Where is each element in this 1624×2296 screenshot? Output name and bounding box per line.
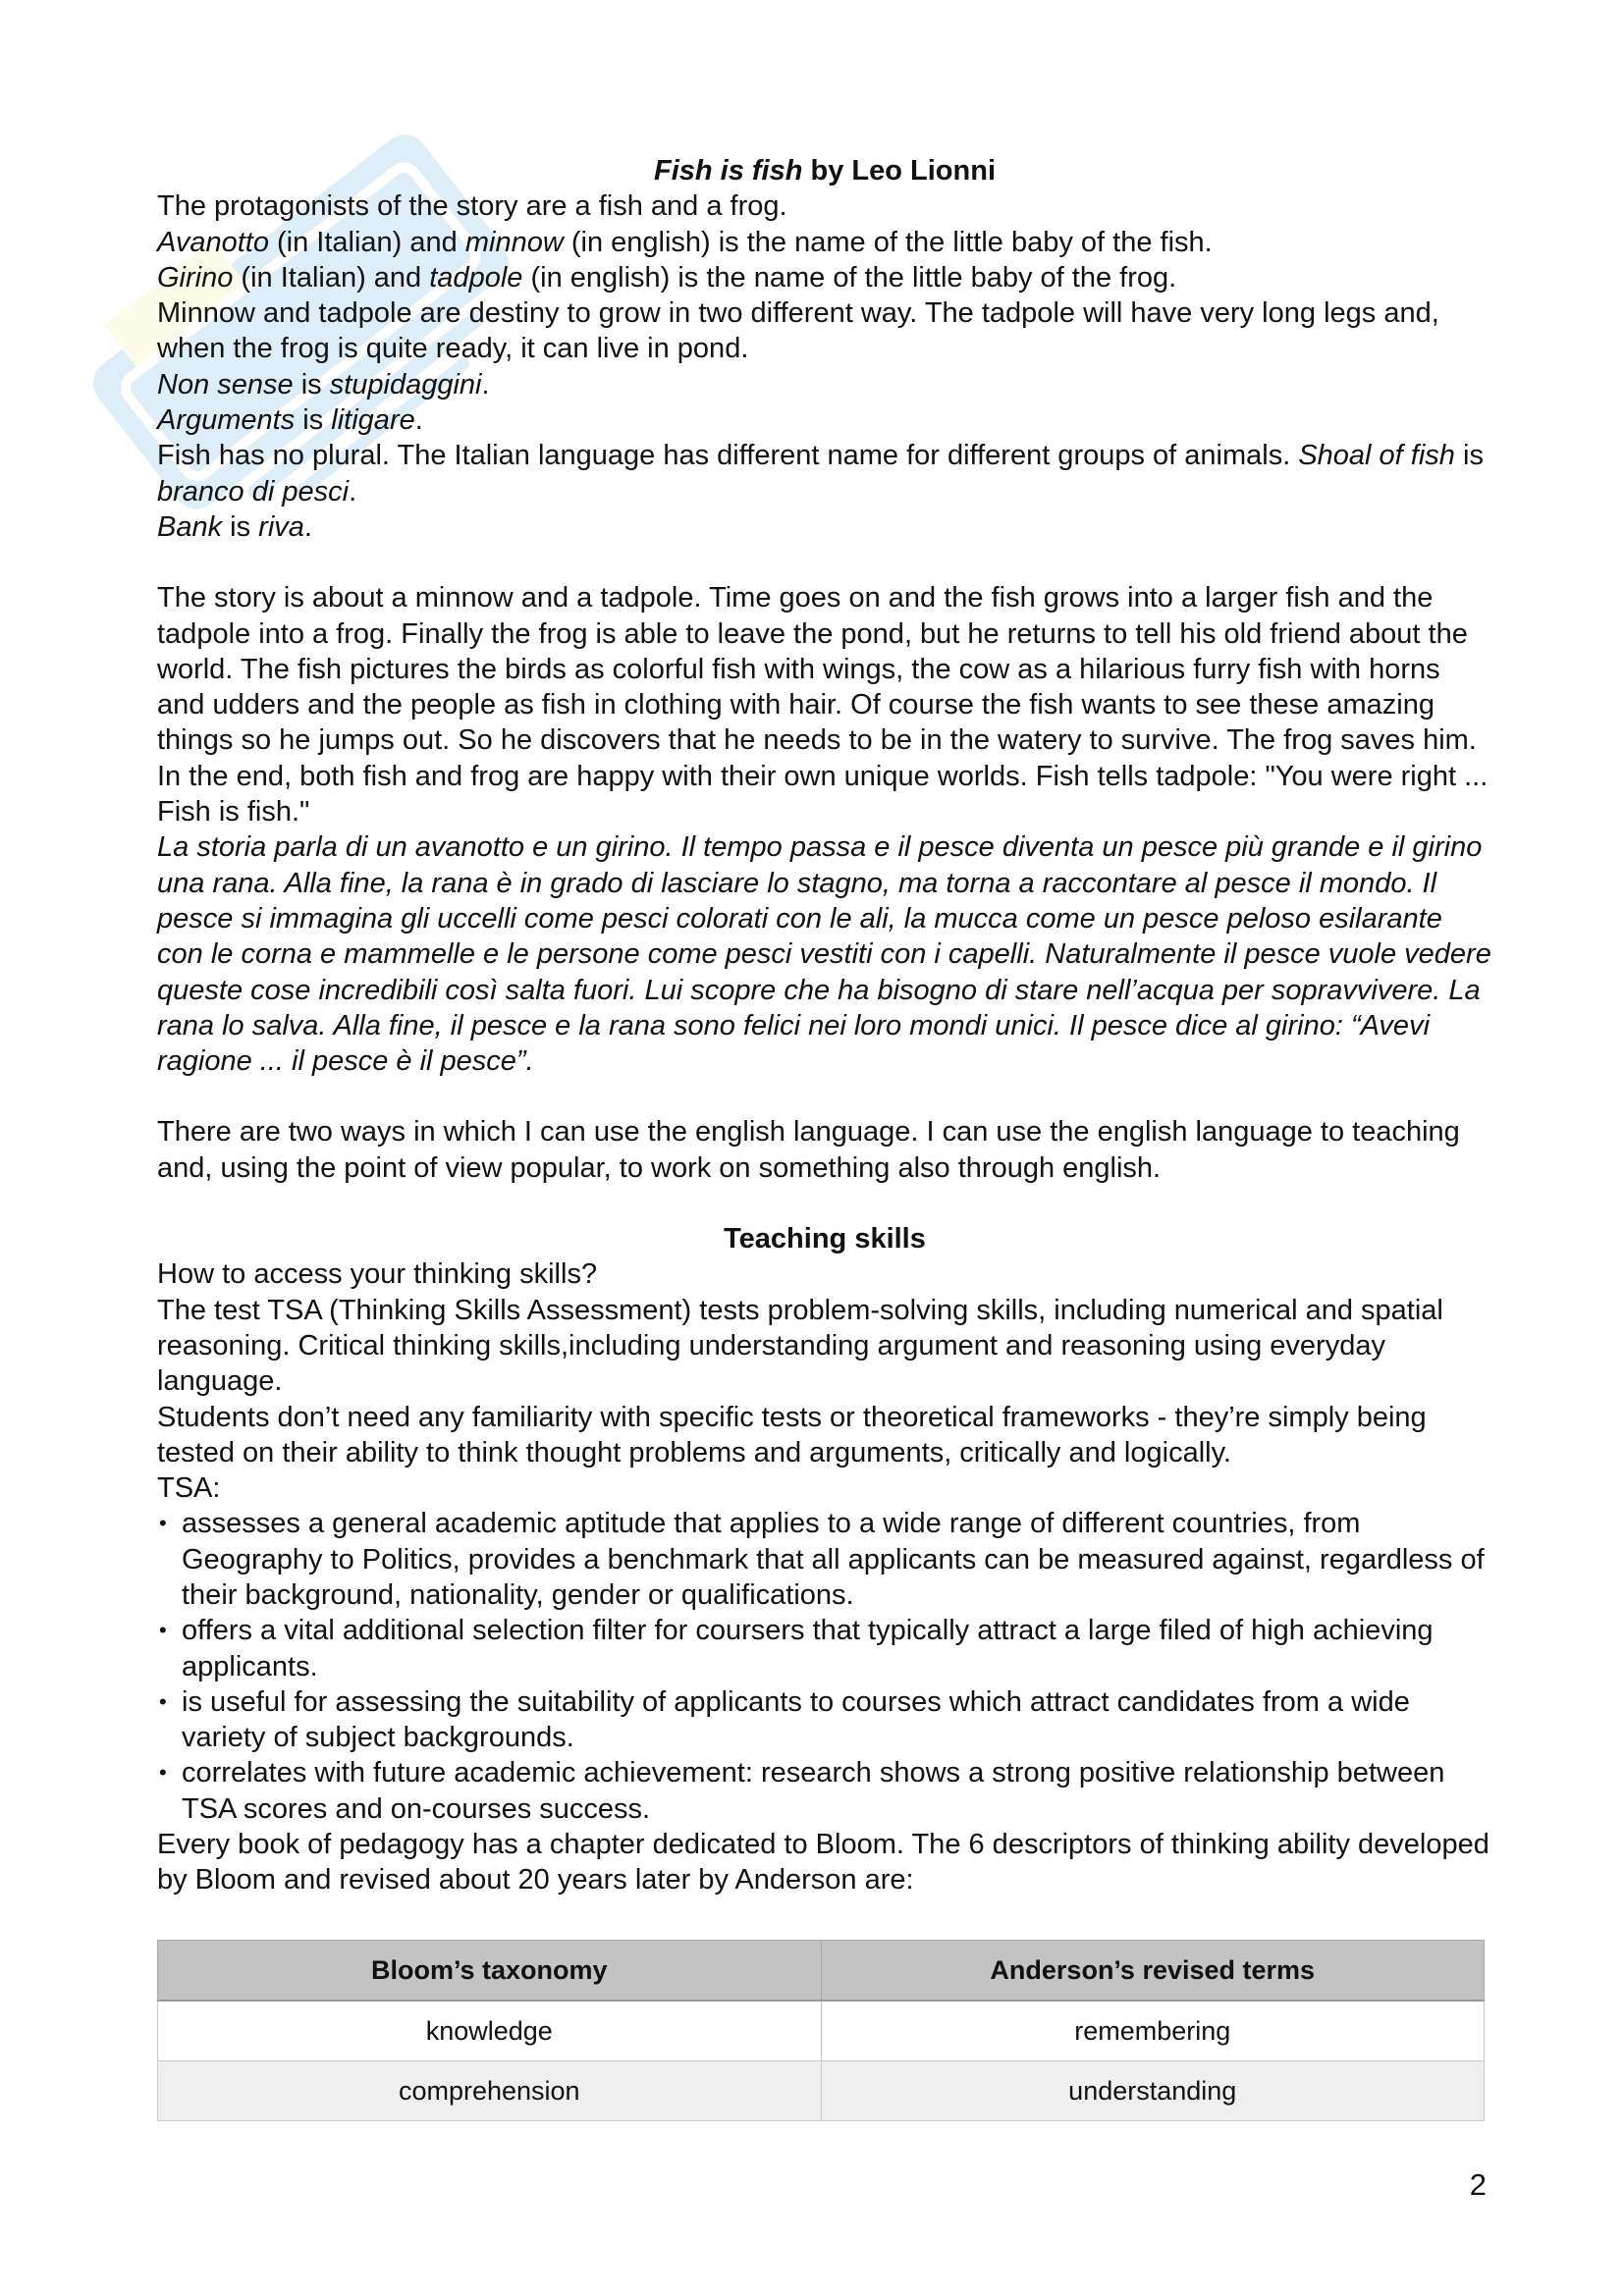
intro-destiny: Minnow and tadpole are destiny to grow in two different way. The tadpole will have very long legs and, when the frog is quite ready, it can live in pond.: [157, 297, 1439, 365]
table-cell: knowledge: [158, 2001, 822, 2061]
table-header-row: [158, 1940, 1485, 2001]
list-item: • assesses a general academic aptitude that applies to a wide range of different countries, from Geography to Politics, provides a benchmark that all applicants can be measured against, regardless of their background, nationality, gender or qualifications.: [157, 1506, 1492, 1613]
document-title: Fish is fish by Leo Lionni: [653, 155, 997, 187]
tsa-label: TSA:: [157, 1472, 221, 1505]
page-number: 2: [1469, 2167, 1487, 2202]
story-italian: La storia parla di un avanotto e un girino. Il tempo passa e il pesce diventa un pesce più grande e il girino una rana. Alla fine, la rana è in grado di lasciare lo stagno, ma torna a raccontare al pesce il mondo. Il pesce si immagina gli uccelli come pesci colorati con le ali, la mucca come un pesce peloso esilarante con le corna e mammelle e le persone come pesci vestiti con i capelli. Naturalmente il pesce vuole vedere queste cose incredibili così salta fuori. Lui scopre che ha bisogno di stare nell’acqua per sopravvivere. La rana lo salva. Alla fine, il pesce e la rana sono felici nei loro mondi unici. Il pesce dice al girino: “Avevi ragione ... il pesce è il pesce”.: [157, 831, 1491, 1078]
table-cell: remembering: [821, 2001, 1485, 2061]
vocab-nonsense: Non sense is stupidaggini.: [157, 368, 490, 400]
spacer: [157, 1079, 1492, 1114]
vocab-bank: Bank is riva.: [157, 510, 312, 543]
table-row: [158, 2060, 1485, 2120]
intro-frog-baby: Girino (in Italian) and tadpole (in english) is the name of the little baby of the frog.: [157, 261, 1177, 294]
column-header-anderson: Anderson’s revised terms: [821, 1940, 1485, 2001]
english-use-paragraph: There are two ways in which I can use the english language. I can use the english language to teaching and, using the point of view popular, to work on something also through english.: [157, 1116, 1460, 1184]
spacer: [157, 1186, 1492, 1221]
tsa-description: The test TSA (Thinking Skills Assessment) tests problem-solving skills, including numerical and spatial reasoning. Critical thinking skills,including understanding argument and reasoning using everyday language.: [157, 1294, 1443, 1398]
section-heading-teaching-skills: Teaching skills: [724, 1223, 926, 1255]
spacer: [157, 545, 1492, 580]
vocab-arguments: Arguments is litigare.: [157, 404, 423, 437]
document-page: [157, 153, 1492, 2121]
thinking-skills-question: How to access your thinking skills?: [157, 1258, 598, 1291]
students-paragraph: Students don’t need any familiarity with specific tests or theoretical frameworks - they’re simply being tested on their ability to think thought problems and arguments, critically and logically.: [157, 1401, 1427, 1468]
column-header-bloom: Bloom’s taxonomy: [158, 1940, 822, 2001]
bloom-intro: Every book of pedagogy has a chapter dedicated to Bloom. The 6 descriptors of thinking ability developed by Bloom and revised about 20 years later by Anderson are:: [157, 1829, 1489, 1896]
intro-protagonists: The protagonists of the story are a fish and a frog.: [157, 190, 787, 223]
bloom-taxonomy-table: [157, 1940, 1485, 2121]
list-item: • offers a vital additional selection filter for coursers that typically attract a large filed of high achieving applicants.: [157, 1613, 1492, 1684]
table-cell: understanding: [821, 2060, 1485, 2120]
table-cell: comprehension: [158, 2060, 822, 2120]
list-item: • correlates with future academic achievement: research shows a strong positive relationship between TSA scores and on-courses success.: [157, 1755, 1492, 1827]
story-english: The story is about a minnow and a tadpole. Time goes on and the fish grows into a larger fish and the tadpole into a frog. Finally the frog is able to leave the pond, but he returns to tell his old friend about the world. The fish pictures the birds as colorful fish with wings, the cow as a hilarious furry fish with horns and udders and the people as fish in clothing with hair. Of course the fish wants to see these amazing things so he jumps out. So he discovers that he needs to be in the watery to survive. The frog saves him. In the end, both fish and frog are happy with their own unique worlds. Fish tells tadpole: "You were right ... Fish is fish.": [157, 582, 1489, 828]
table-row: [158, 2001, 1485, 2061]
vocab-plural: Fish has no plural. The Italian language has different name for different groups of animals. Shoal of fish is branco di pesci.: [157, 440, 1484, 507]
intro-fish-baby: Avanotto (in Italian) and minnow (in english) is the name of the little baby of the fish.: [157, 226, 1213, 258]
list-item: • is useful for assessing the suitability of applicants to courses which attract candidates from a wide variety of subject backgrounds.: [157, 1684, 1492, 1756]
tsa-bullet-list: [157, 1506, 1492, 1827]
